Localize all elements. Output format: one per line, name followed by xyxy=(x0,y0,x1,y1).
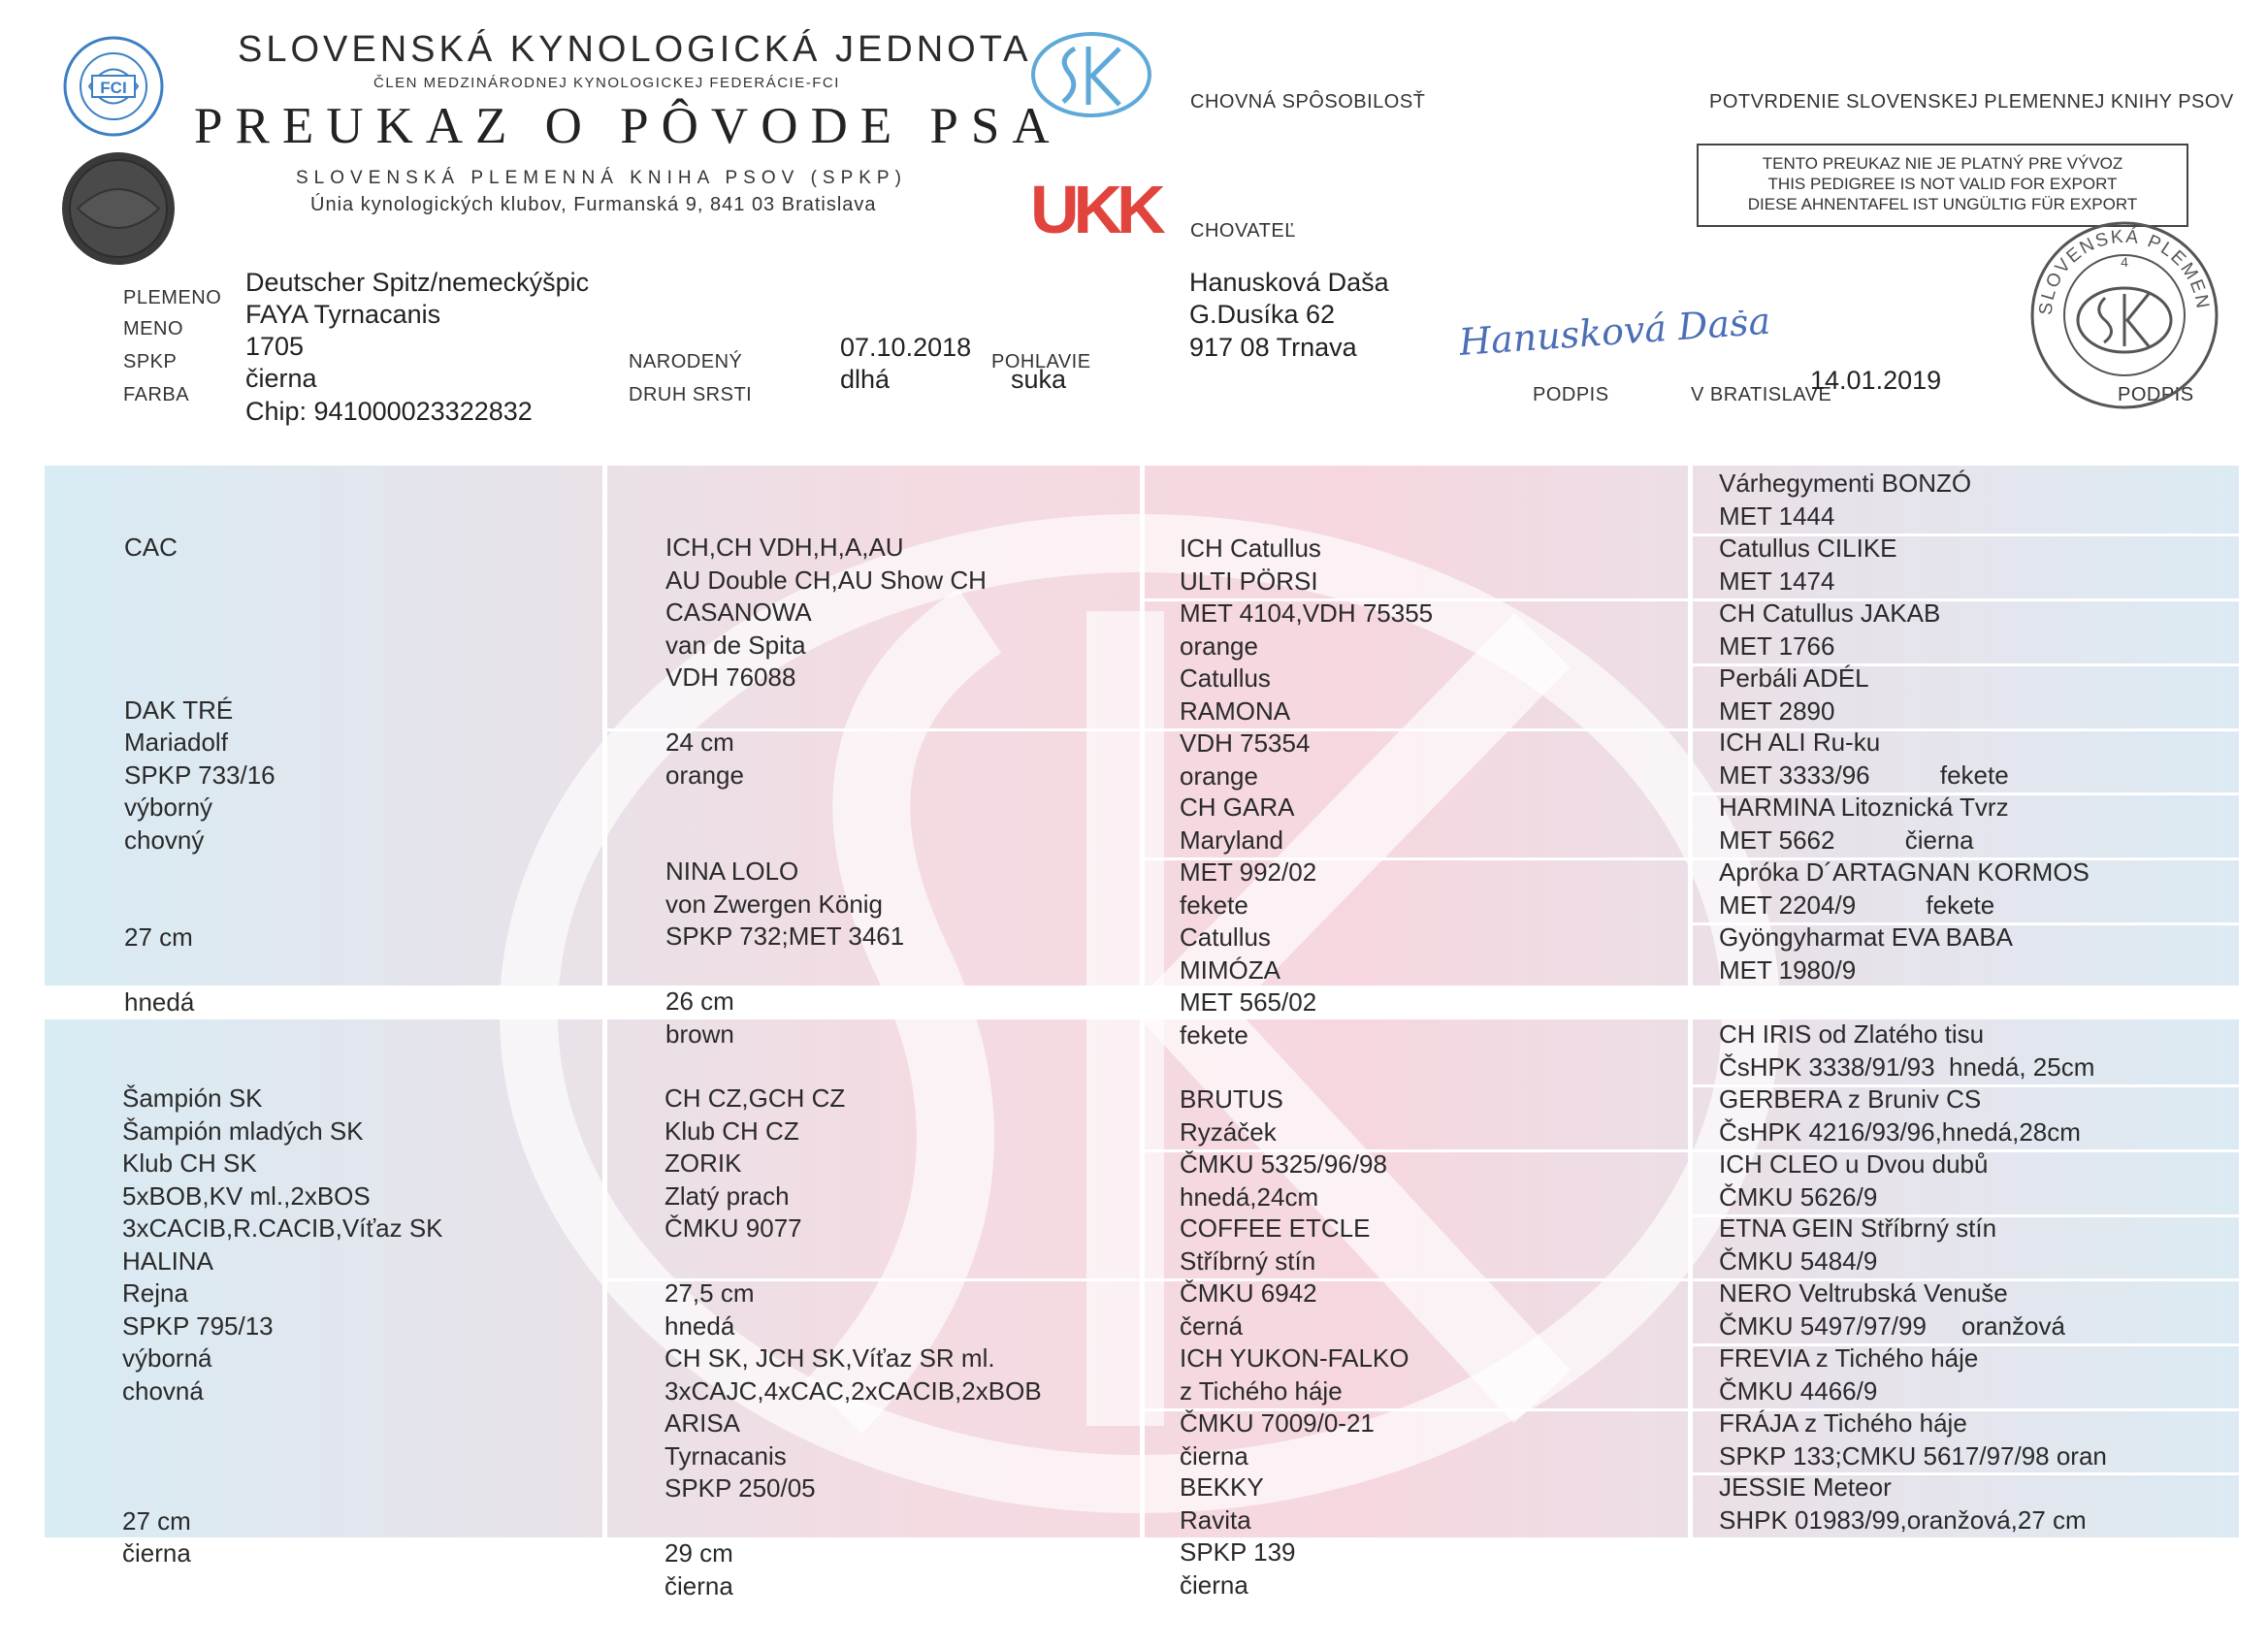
dam-line: 5xBOB,KV ml.,2xBOS xyxy=(122,1180,371,1211)
dam-line: 3xCACIB,R.CACIB,Víťaz SK xyxy=(122,1213,443,1243)
gen2-line: ICH,CH VDH,H,A,AU xyxy=(665,533,904,562)
gen2-line: ARISA xyxy=(664,1408,741,1438)
name-label: MENO xyxy=(123,318,183,340)
svg-text:SLOVENSKÁ PLEMENNÁ KNIHA: SLOVENSKÁ PLEMEN xyxy=(2035,226,2214,316)
gen4-line: ČMKU 5484/9 xyxy=(1719,1245,1878,1276)
gen2-line xyxy=(664,1245,845,1278)
gen4-line: NERO Veltrubská Venuše xyxy=(1719,1278,2008,1308)
gen3-line: fekete xyxy=(1180,1019,1248,1050)
gen3-line: MET 992/02 xyxy=(1180,857,1317,887)
gen2-line xyxy=(665,695,987,728)
gen3-line: z Tichého háje xyxy=(1180,1375,1343,1406)
gen3-line: COFFEE ETCLE xyxy=(1180,1213,1371,1243)
gen2-line: 24 cm xyxy=(665,728,734,757)
sire-line: chovný xyxy=(124,824,205,855)
breed-value: Deutscher Spitz/nemeckýšpic xyxy=(245,268,590,297)
gen3-line: čierna xyxy=(1180,1569,1248,1600)
gen4-line: ČsHPK 3338/91/93 hnedá, 25cm xyxy=(1719,1051,2095,1082)
dam-cell xyxy=(122,1018,443,1602)
gen4-ancestor xyxy=(1719,1471,2087,1536)
sire-line xyxy=(124,597,275,630)
confirmation-date: 14.01.2019 xyxy=(1810,366,1942,395)
spkp-label: SPKP xyxy=(123,351,178,372)
document-title: PREUKAZ O PÔVODE PSA xyxy=(194,98,1062,154)
dam-line: chovná xyxy=(122,1375,204,1406)
born-label: NARODENÝ xyxy=(629,351,743,372)
sire-line xyxy=(124,889,275,922)
dam-line: Šampión SK xyxy=(122,1083,263,1113)
gen3-line: hnedá,24cm xyxy=(1180,1181,1319,1212)
gen4-line: SPKP 133;CMKU 5617/97/98 oran xyxy=(1719,1440,2107,1471)
column-divider xyxy=(602,466,607,986)
skj-logo xyxy=(1028,29,1154,121)
gen2-line: Zlatý prach xyxy=(664,1180,790,1211)
sire-line xyxy=(124,857,275,889)
svg-text:UKK: UKK xyxy=(1030,175,1160,244)
gen3-line: MIMÓZA xyxy=(1180,954,1280,985)
gen3-line: čierna xyxy=(1180,1440,1248,1471)
gen3-line: MET 565/02 xyxy=(1180,987,1317,1017)
svg-text:Hanusková Daša: Hanusková Daša xyxy=(1460,310,1772,364)
gen4-line: CH IRIS od Zlatého tisu xyxy=(1719,1019,1985,1049)
dog-name-value: FAYA Tyrnacanis xyxy=(245,300,441,329)
gen2-line: SPKP 250/05 xyxy=(664,1473,816,1503)
gen2-line: VDH 76088 xyxy=(665,663,796,692)
gen2-line: CH SK, JCH SK,Víťaz SR ml. xyxy=(664,1343,995,1373)
gen4-ancestor xyxy=(1719,727,2009,792)
gen3-line: ČMKU 5325/96/98 xyxy=(1180,1149,1387,1179)
gen4-line: Apróka D´ARTAGNAN KORMOS xyxy=(1719,857,2090,887)
dam-line: SPKP 795/13 xyxy=(122,1310,274,1341)
place-label: V BRATISLAVE xyxy=(1691,384,1832,405)
dam-line xyxy=(122,1407,443,1440)
gen2-line: 27,5 cm xyxy=(664,1278,755,1308)
gen4-line: Gyöngyharmat EVA BABA xyxy=(1719,922,2013,952)
gen4-ancestor xyxy=(1719,1018,2094,1083)
sire-line xyxy=(124,954,275,987)
address-line: Únia kynologických klubov, Furmanská 9, 841 03 Bratislava xyxy=(310,194,877,215)
coat-label: DRUH SRSTI xyxy=(629,384,753,405)
gen4-line: ČsHPK 4216/93/96,hnedá,28cm xyxy=(1719,1116,2081,1147)
gen2-line: orange xyxy=(665,760,744,790)
color-label: FARBA xyxy=(123,384,190,405)
gen4-line: ČMKU 5626/9 xyxy=(1719,1181,1878,1212)
validity-line: THIS PEDIGREE IS NOT VALID FOR EXPORT xyxy=(1767,175,2118,193)
gen2-dam-dam xyxy=(664,1277,1042,1635)
gen2-line xyxy=(664,1505,1042,1538)
spkp-line: SLOVENSKÁ PLEMENNÁ KNIHA PSOV (SPKP) xyxy=(296,168,907,188)
gen2-line xyxy=(665,954,904,986)
dam-line: výborná xyxy=(122,1343,212,1373)
sire-line xyxy=(124,630,275,663)
column-divider xyxy=(1688,466,1693,986)
sex-label: POHLAVIE xyxy=(991,351,1091,372)
fci-logo xyxy=(60,33,167,140)
gen2-line: van de Spita xyxy=(665,630,806,660)
gen4-line: ICH ALI Ru-ku xyxy=(1719,728,1881,757)
gen4-line: MET 2204/9 fekete xyxy=(1719,889,1995,920)
gen2-line: Klub CH CZ xyxy=(664,1116,799,1146)
sire-line: DAK TRÉ xyxy=(124,695,234,725)
gen4-ancestor xyxy=(1719,468,1971,533)
confirmation-label: POTVRDENIE SLOVENSKEJ PLEMENNEJ KNIHY PSOV xyxy=(1709,91,2234,113)
gen3-line: Stříbrný stín xyxy=(1180,1245,1316,1276)
gen4-line: Perbáli ADÉL xyxy=(1719,663,1869,693)
gen4-line: HARMINA Litoznická Tvrz xyxy=(1719,792,2009,822)
breeder-signature xyxy=(1460,310,1809,378)
breeding-ability-label: CHOVNÁ SPÔSOBILOSŤ xyxy=(1190,91,1426,113)
gen4-line: JESSIE Meteor xyxy=(1719,1472,1892,1502)
gen4-line: MET 5662 čierna xyxy=(1719,824,1974,855)
sire-line: hnedá xyxy=(124,987,195,1017)
gen3-line: RAMONA xyxy=(1180,695,1291,726)
gen4-ancestor xyxy=(1719,533,1897,598)
gen4-line: MET 1474 xyxy=(1719,566,1835,596)
gen3-line: Maryland xyxy=(1180,824,1283,855)
gen3-line: BEKKY xyxy=(1180,1472,1264,1502)
signature-label: PODPIS xyxy=(1533,384,1609,405)
gen3-line: fekete xyxy=(1180,889,1248,920)
gen3-line: ICH YUKON-FALKO xyxy=(1180,1343,1409,1373)
fci-member-line: ČLEN MEDZINÁRODNEJ KYNOLOGICKEJ FEDERÁCIE-FCI xyxy=(373,75,840,91)
sire-line: výborný xyxy=(124,792,213,822)
sire-line: Mariadolf xyxy=(124,728,228,757)
gen4-ancestor xyxy=(1719,598,1940,663)
sex-value: suka xyxy=(1011,365,1067,394)
chip-value: Chip: 941000023322832 xyxy=(245,397,533,426)
gen4-line: FRÁJA z Tichého háje xyxy=(1719,1408,1967,1438)
gen2-line: von Zwergen König xyxy=(665,889,884,919)
gen3-line: ČMKU 7009/0-21 xyxy=(1180,1408,1375,1438)
gen3-line: ULTI PÖRSI xyxy=(1180,566,1318,596)
gen2-line: 29 cm xyxy=(664,1538,733,1568)
gen2-line: NINA LOLO xyxy=(665,857,799,886)
gen3-line: Catullus xyxy=(1180,922,1271,952)
gen4-ancestor xyxy=(1719,663,1869,728)
gen2-line: brown xyxy=(665,1018,734,1049)
registry-signature-label: PODPIS xyxy=(2118,384,2194,405)
dam-line xyxy=(122,1472,443,1505)
gen4-line: MET 2890 xyxy=(1719,695,1835,726)
gen4-line: FREVIA z Tichého háje xyxy=(1719,1343,1979,1373)
ukk-logo xyxy=(1030,175,1166,244)
gen3-line: SPKP 139 xyxy=(1180,1537,1296,1567)
gen4-line: Várhegymenti BONZÓ xyxy=(1719,469,1972,498)
svg-text:FCI: FCI xyxy=(100,79,127,97)
gen2-line: hnedá xyxy=(664,1310,735,1341)
gen2-line: AU Double CH,AU Show CH xyxy=(665,565,987,595)
gen4-ancestor xyxy=(1719,922,2013,986)
gen4-line: ČMKU 4466/9 xyxy=(1719,1375,1878,1406)
sire-line: CAC xyxy=(124,533,178,562)
gen4-line: ICH CLEO u Dvou dubů xyxy=(1719,1149,1989,1179)
gen3-line: Ravita xyxy=(1180,1504,1251,1535)
gen3-line: ČMKU 6942 xyxy=(1180,1278,1317,1308)
dam-line: HALINA xyxy=(122,1245,213,1276)
sire-line: SPKP 733/16 xyxy=(124,760,275,790)
gen4-line: MET 1980/9 xyxy=(1719,954,1857,985)
dam-line: Šampión mladých SK xyxy=(122,1116,364,1146)
gen4-line: SHPK 01983/99,oranžová,27 cm xyxy=(1719,1504,2087,1535)
gen4-ancestor xyxy=(1719,1083,2081,1148)
gen4-line: MET 1766 xyxy=(1719,630,1835,661)
gen3-ancestor xyxy=(1180,1406,1296,1634)
column-divider xyxy=(1140,466,1145,986)
gen2-line: CH CZ,GCH CZ xyxy=(664,1083,846,1113)
breeder-name: Hanusková Daša xyxy=(1189,268,1389,297)
dam-line: Rejna xyxy=(122,1278,188,1308)
gen2-line: SPKP 732;MET 3461 xyxy=(665,922,905,951)
gen3-line: MET 4104,VDH 75355 xyxy=(1180,598,1434,628)
dam-line: čierna xyxy=(122,1538,191,1568)
gen2-line: 3xCAJC,4xCAC,2xCACIB,2xBOB xyxy=(664,1375,1042,1406)
gen4-line: MET 3333/96 fekete xyxy=(1719,760,2009,790)
gen4-line: Catullus CILIKE xyxy=(1719,534,1897,563)
gen2-line: Tyrnacanis xyxy=(664,1440,787,1471)
sire-line xyxy=(124,662,275,695)
gen2-line: CASANOWA xyxy=(665,598,812,627)
gen3-line: Catullus xyxy=(1180,663,1271,693)
gen3-line: CH GARA xyxy=(1180,792,1295,822)
gen4-ancestor xyxy=(1719,792,2009,857)
dam-line: Klub CH SK xyxy=(122,1148,257,1178)
breed-label: PLEMENO xyxy=(123,287,222,308)
gen4-ancestor xyxy=(1719,1148,1988,1213)
gen4-ancestor xyxy=(1719,857,2090,922)
export-validity-notice xyxy=(1697,144,2188,227)
gen3-line: VDH 75354 xyxy=(1180,728,1311,758)
gen4-ancestor xyxy=(1719,1342,1978,1407)
breeder-label: CHOVATEĽ xyxy=(1190,220,1296,242)
gen2-line: čierna xyxy=(664,1570,733,1600)
gen4-line: ETNA GEIN Stříbrný stín xyxy=(1719,1213,1997,1243)
gen4-line: GERBERA z Bruniv CS xyxy=(1719,1084,1982,1114)
sire-line xyxy=(124,565,275,598)
gen3-line: ICH Catullus xyxy=(1180,534,1321,563)
gen4-ancestor xyxy=(1719,1277,2065,1342)
gen4-line: ČMKU 5497/97/99 oranžová xyxy=(1719,1310,2065,1341)
registry-stamp xyxy=(2023,218,2226,412)
validity-line: DIESE AHNENTAFEL IST UNGÜLTIG FÜR EXPORT xyxy=(1747,195,2138,213)
breeder-street: G.Dusíka 62 xyxy=(1189,300,1336,329)
svg-text:4: 4 xyxy=(2121,254,2128,270)
gen4-line: CH Catullus JAKAB xyxy=(1719,598,1941,628)
spkp-number-value: 1705 xyxy=(245,332,305,361)
dam-line: 27 cm xyxy=(122,1505,191,1536)
gen3-line: orange xyxy=(1180,760,1258,791)
gen3-line: BRUTUS xyxy=(1180,1084,1283,1114)
sire-cell xyxy=(124,467,275,1051)
gen4-ancestor xyxy=(1719,1212,1996,1277)
validity-line: TENTO PREUKAZ NIE JE PLATNÝ PRE VÝVOZ xyxy=(1762,154,2123,173)
gen2-line: 26 cm xyxy=(665,986,734,1016)
coat-value: dlhá xyxy=(840,365,891,394)
gen3-line: černá xyxy=(1180,1310,1244,1341)
breeder-city: 917 08 Trnava xyxy=(1189,333,1357,362)
gen3-line: Ryzáček xyxy=(1180,1116,1277,1147)
gen2-sire-sire xyxy=(665,467,987,824)
color-value: čierna xyxy=(245,364,317,393)
gen2-line: ZORIK xyxy=(664,1148,742,1178)
gen4-ancestor xyxy=(1719,1407,2107,1472)
gen3-line: orange xyxy=(1180,630,1258,661)
gen2-line: ČMKU 9077 xyxy=(664,1213,802,1243)
seal-emblem xyxy=(58,150,179,267)
sire-line: 27 cm xyxy=(124,922,193,952)
dam-line xyxy=(122,1440,443,1473)
gen4-line: MET 1444 xyxy=(1719,501,1835,531)
org-title: SLOVENSKÁ KYNOLOGICKÁ JEDNOTA xyxy=(238,29,1032,70)
birth-date-value: 07.10.2018 xyxy=(840,333,972,362)
